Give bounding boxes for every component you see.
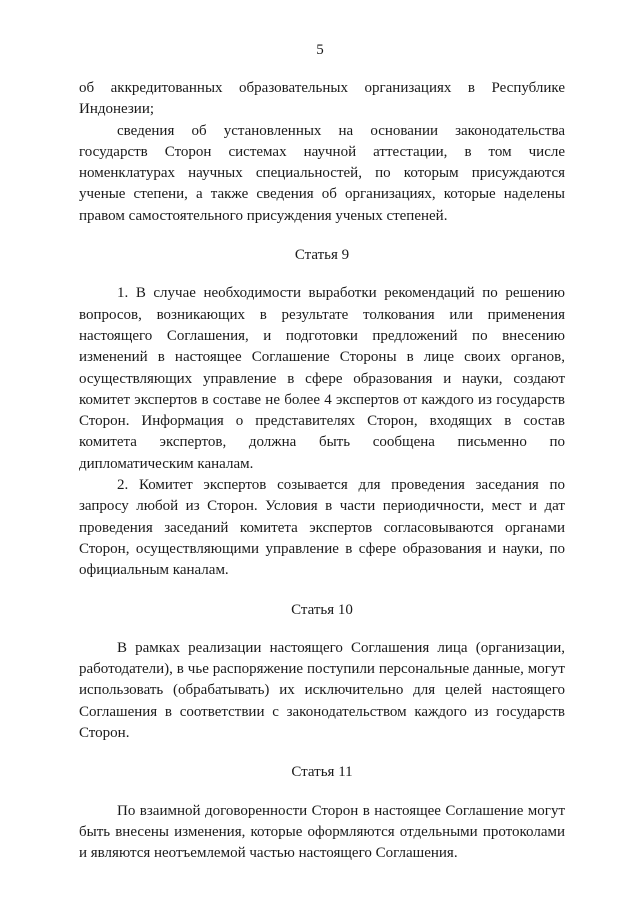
paragraph: По взаимной договоренности Сторон в настоящее Соглашение могут быть внесены изменения, которые оформляются отдельными протоколами и являются неотъемлемой частью настоящего Соглашения.: [79, 802, 565, 862]
paragraph: В рамках реализации настоящего Соглашения лица (организации, работодатели), в чье распоряжение поступили персональные данные, могут использовать (обрабатывать) их исключительно для целей настоящего Соглашения в соответствии с законодательством каждого из государств Сторон.: [79, 639, 565, 742]
article-heading: Статья 10: [291, 601, 353, 618]
page-number: 5: [316, 42, 324, 58]
paragraph: сведения об установленных на основании законодательства государств Сторон системах научной аттестации, в том числе номенклатурах научных специальностей, по которым присуждаются ученые степени, а также сведения об организациях, которые наделены правом самостоятельного присуждения ученых степеней.: [79, 122, 565, 224]
continuation-text: об аккредитованных образовательных организациях в Республике Индонезии;: [79, 80, 565, 118]
article-heading: Статья 11: [291, 764, 353, 781]
paragraph: 2. Комитет экспертов созывается для проведения заседания по запросу любой из Сторон. Условия в части периодичности, мест и дат проведения заседаний комитета экспертов согласовываются органами Сторон, осуществляющими управление в сфере образования и науки, по официальным каналам.: [79, 477, 565, 579]
article-heading: Статья 9: [294, 247, 350, 264]
paragraph: 1. В случае необходимости выработки рекомендаций по решению вопросов, возникающих в результате толкования или применения настоящего Соглашения, и подготовки предложений по внесению изменений в настоящее Соглашение Стороны в лице своих органов, осуществляющих управление в сфере образования и науки, создают комитет экспертов в составе не более 4 экспертов от каждого из государств Сторон. Информация о представителях Сторон, входящих в состав комитета экспертов, должна быть сообщена письменно по дипломатическим каналам.: [79, 285, 565, 472]
document-body: [79, 78, 565, 865]
